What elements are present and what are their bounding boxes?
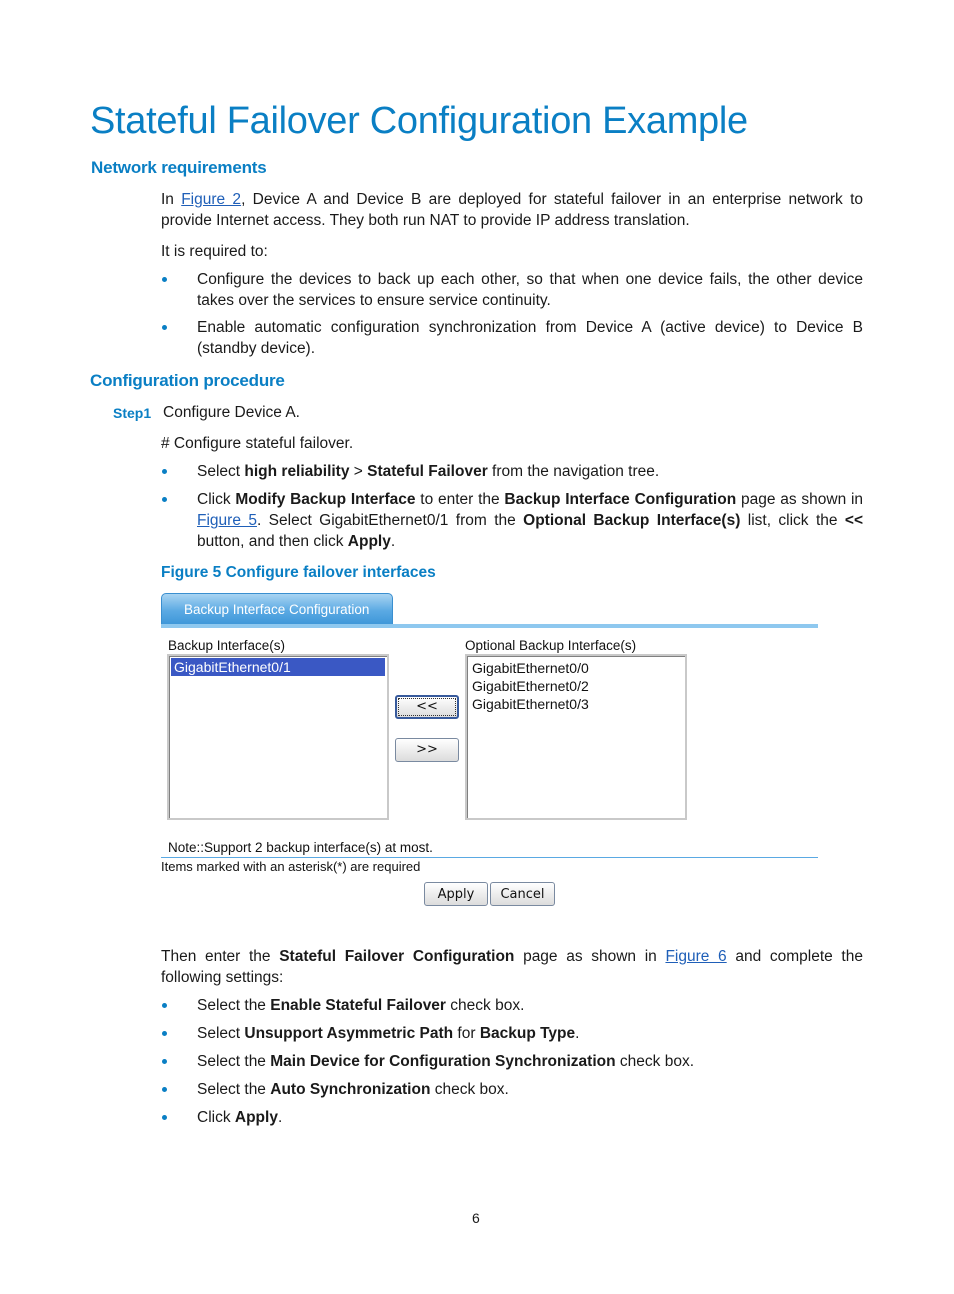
settings-item: Select the Auto Synchronization check box. — [197, 1081, 509, 1098]
intro-paragraph — [161, 189, 863, 231]
bullet-icon — [162, 1087, 167, 1092]
optional-interfaces-list[interactable] — [465, 654, 687, 820]
settings-item: Select the Main Device for Configuration Synchronization check box. — [197, 1053, 694, 1070]
bullet-icon — [162, 1059, 167, 1064]
cancel-button[interactable]: Cancel — [490, 882, 555, 906]
list-item[interactable]: GigabitEthernet0/2 — [472, 678, 589, 694]
bullet-icon — [162, 325, 167, 330]
bullet-icon — [162, 497, 167, 502]
backup-interfaces-list[interactable] — [167, 654, 389, 820]
intro-text: In — [161, 191, 182, 208]
list-item[interactable]: GigabitEthernet0/1 — [171, 658, 385, 676]
procedure-item: Select high reliability > Stateful Failover from the navigation tree. — [197, 463, 660, 480]
page-title: Stateful Failover Configuration Example — [90, 100, 748, 142]
note-text: Note::Support 2 backup interface(s) at most. — [168, 840, 433, 855]
page-number: 6 — [472, 1210, 480, 1226]
requirement-item: Enable automatic configuration synchronization from Device A (active device) to Device B (standby device). — [197, 319, 863, 357]
optional-interfaces-label: Optional Backup Interface(s) — [465, 638, 637, 653]
required-note: Items marked with an asterisk(*) are required — [161, 859, 421, 874]
requirement-item: Configure the devices to back up each other, so that when one device fails, the other device takes over the services to ensure service continuity. — [197, 271, 863, 309]
settings-item: Click Apply. — [197, 1109, 283, 1126]
step-text: Configure Device A. — [163, 404, 300, 421]
list-item[interactable]: GigabitEthernet0/0 — [472, 660, 589, 676]
step-label: Step1 — [113, 405, 152, 421]
divider — [161, 857, 818, 858]
figure-caption: Figure 5 Configure failover interfaces — [161, 564, 436, 581]
settings-item: Select Unsupport Asymmetric Path for Backup Type. — [197, 1025, 580, 1042]
required-text: It is required to: — [161, 243, 268, 260]
procedure-item: Click Modify Backup Interface to enter the Backup Interface Configuration page as shown in Figure 5. Select GigabitEthernet0/1 from the Optional Backup Interface(s) list, click the << button, and then click Apply. — [197, 491, 864, 550]
section-heading-network-requirements: Network requirements — [91, 158, 267, 177]
bullet-icon — [162, 1031, 167, 1036]
backup-interfaces-label: Backup Interface(s) — [168, 638, 286, 653]
intro-text-cont: , Device A and Device B are deployed for stateful failover in an enterprise network to provide Internet access. They both run NAT to provide IP address translation. — [161, 191, 863, 229]
figure-6-link[interactable]: Figure 6 — [665, 948, 727, 965]
section-heading-configuration-procedure: Configuration procedure — [90, 371, 285, 390]
settings-paragraph: Then enter the Stateful Failover Configuration page as shown in Figure 6 and complete the following settings: — [161, 948, 863, 986]
move-left-button[interactable]: << — [395, 695, 459, 719]
tab-backup-interface-configuration[interactable]: Backup Interface Configuration — [161, 593, 393, 626]
list-item[interactable]: GigabitEthernet0/3 — [472, 696, 589, 712]
tab-underline — [161, 624, 818, 628]
move-right-button[interactable]: >> — [395, 738, 459, 762]
bullet-icon — [162, 1115, 167, 1120]
bullet-icon — [162, 469, 167, 474]
settings-item: Select the Enable Stateful Failover check box. — [197, 997, 525, 1014]
apply-button[interactable]: Apply — [424, 882, 488, 906]
figure-5-link[interactable]: Figure 5 — [197, 512, 257, 529]
figure-2-link[interactable]: Figure 2 — [181, 191, 242, 208]
bullet-icon — [162, 277, 167, 282]
comment-text: # Configure stateful failover. — [161, 435, 354, 452]
bullet-icon — [162, 1003, 167, 1008]
